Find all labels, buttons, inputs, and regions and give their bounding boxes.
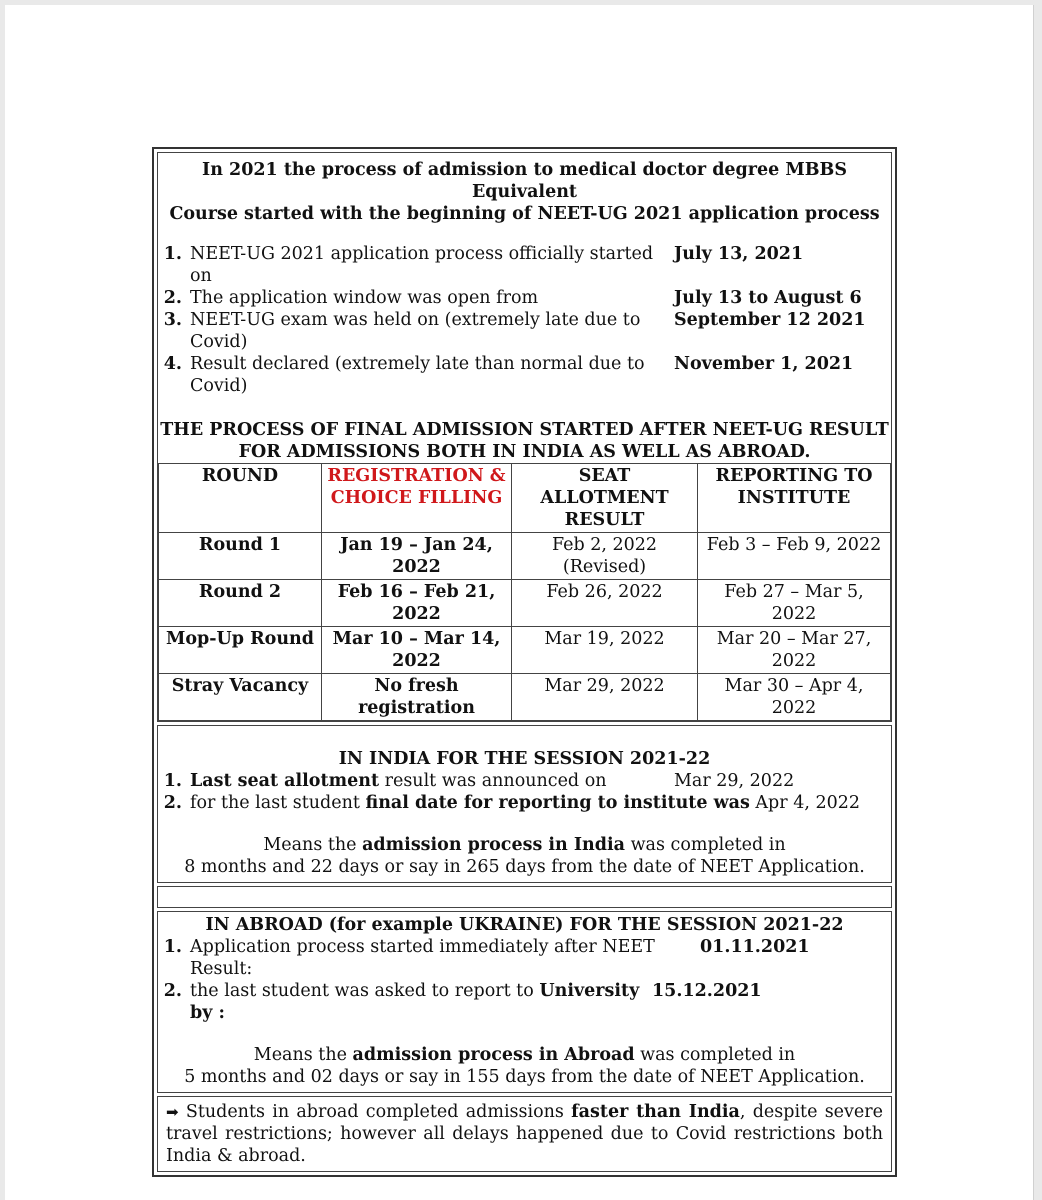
list-text-pre: for the last student [190, 793, 366, 813]
process-heading-line1: THE PROCESS OF FINAL ADMISSION STARTED AFTER NEET-UG RESULT [160, 420, 889, 440]
list-number: 4. [163, 354, 182, 374]
list-text-pre: the last student was asked to report to [190, 981, 540, 1001]
cell-round: Round 2 [159, 580, 322, 627]
list-text-rest: result was announced on [379, 771, 607, 791]
cell-round: Round 1 [159, 533, 322, 580]
cell-seat [512, 533, 698, 580]
list-text [190, 980, 652, 1024]
cell-reporting [698, 533, 891, 580]
table-row [159, 627, 891, 674]
header-seat-line1: SEAT ALLOTMENT [540, 466, 669, 508]
cell-line: No fresh [374, 676, 459, 696]
cell-round: Stray Vacancy [159, 674, 322, 721]
header-report-line1: REPORTING TO [715, 466, 873, 486]
list-text [190, 770, 674, 792]
intro-heading-line1: In 2021 the process of admission to medical doctor degree MBBS Equivalent [202, 160, 847, 202]
list-number: 2. [163, 793, 182, 813]
document [152, 147, 897, 1177]
india-section [157, 725, 892, 883]
cell-reporting [698, 627, 891, 674]
summary-bold: admission process in India [362, 835, 625, 855]
cell-line: Feb 3 – Feb 9, 2022 [706, 535, 882, 555]
list-text-bold: University by : [190, 981, 640, 1023]
list-number: 2. [163, 981, 182, 1001]
list-number: 1. [163, 771, 182, 791]
cell-line: Mar 29, 2022 [544, 676, 665, 696]
list-item [158, 287, 891, 309]
abroad-list [158, 936, 891, 1024]
cell-line: Feb 27 – Mar 5, 2022 [724, 582, 864, 624]
india-title: IN INDIA FOR THE SESSION 2021-22 [338, 749, 711, 769]
abroad-title: IN ABROAD (for example UKRAINE) FOR THE SESSION 2021-22 [205, 915, 844, 935]
divider-row [157, 886, 892, 908]
summary-pre: Means the [263, 835, 363, 855]
abroad-summary-line2: 5 months and 02 days or say in 155 days from the date of NEET Application. [184, 1067, 865, 1087]
list-value: Apr 4, 2022 [749, 793, 860, 813]
list-value: July 13, 2021 [674, 244, 804, 264]
timeline-list [158, 243, 891, 397]
process-heading [158, 419, 891, 463]
list-number: 1. [163, 244, 182, 264]
cell-line: Mar 10 – Mar 14, [332, 629, 501, 649]
header-round: ROUND [159, 464, 322, 533]
list-text-bold: final date for reporting to institute was [365, 793, 750, 813]
cell-reporting [698, 580, 891, 627]
header-seat-allotment [512, 464, 698, 533]
list-item [158, 792, 891, 814]
abroad-summary-line1 [158, 1044, 891, 1066]
abroad-section [157, 911, 892, 1093]
list-text: Application process started immediately after NEET Result: [190, 937, 655, 979]
cell-line: Feb 26, 2022 [546, 582, 663, 602]
cell-registration [322, 627, 512, 674]
cell-seat [512, 580, 698, 627]
summary-bold: admission process in Abroad [352, 1045, 635, 1065]
conclusion-bold: faster than India [571, 1102, 740, 1122]
intro-heading-line2: Course started with the beginning of NEET-UG 2021 application process [169, 204, 880, 224]
header-registration-line2: CHOICE FILLING [330, 488, 503, 508]
conclusion [157, 1096, 892, 1172]
cell-line: Mar 30 – Apr 4, 2022 [724, 676, 864, 718]
summary-post: was completed in [625, 835, 786, 855]
cell-line: registration [358, 698, 475, 718]
list-item [158, 936, 891, 980]
cell-seat [512, 674, 698, 721]
cell-line: (Revised) [562, 557, 647, 577]
list-item [158, 980, 891, 1024]
process-heading-line2: FOR ADMISSIONS BOTH IN INDIA AS WELL AS ABROAD. [238, 442, 811, 462]
arrow-right-icon: ➡ [166, 1103, 179, 1121]
summary-post: was completed in [634, 1045, 796, 1065]
header-seat-line2: RESULT [564, 510, 645, 530]
list-number: 3. [163, 310, 182, 330]
cell-round: Mop-Up Round [159, 627, 322, 674]
list-text: NEET-UG 2021 application process officially started on [190, 244, 654, 286]
abroad-summary [158, 1044, 891, 1092]
header-registration [322, 464, 512, 533]
cell-seat [512, 627, 698, 674]
india-summary-line2: 8 months and 22 days or say in 265 days from the date of NEET Application. [184, 857, 865, 877]
list-text: Result declared (extremely late than normal due to Covid) [190, 354, 645, 396]
list-value: 01.11.2021 [700, 937, 810, 957]
list-item [158, 353, 891, 397]
cell-registration [322, 533, 512, 580]
list-value: Mar 29, 2022 [674, 771, 795, 791]
india-list [158, 770, 891, 814]
list-text-bold: Last seat allotment [190, 771, 380, 791]
list-value: September 12 2021 [674, 310, 866, 330]
conclusion-post: , despite severe travel restrictions; however all delays happened due to Covid restrictions both India & abroad. [166, 1102, 883, 1166]
cell-line: Feb 16 – Feb 21, [337, 582, 496, 602]
cell-line: 2022 [392, 651, 441, 671]
list-text [190, 792, 860, 814]
india-summary-line1 [158, 834, 891, 856]
cell-line: Mar 19, 2022 [544, 629, 665, 649]
table-header-row [159, 464, 891, 533]
list-value: 15.12.2021 [652, 981, 762, 1001]
india-summary [158, 834, 891, 882]
list-number: 1. [163, 937, 182, 957]
cell-line: Jan 19 – Jan 24, [340, 535, 493, 555]
cell-line: 2022 [392, 557, 441, 577]
cell-registration [322, 580, 512, 627]
cell-registration [322, 674, 512, 721]
list-value: July 13 to August 6 [674, 288, 862, 308]
list-item [158, 770, 891, 792]
list-value: November 1, 2021 [674, 354, 854, 374]
list-item [158, 243, 891, 287]
list-item [158, 309, 891, 353]
list-text: NEET-UG exam was held on (extremely late due to Covid) [190, 310, 641, 352]
table-row [159, 674, 891, 721]
summary-pre: Means the [253, 1045, 353, 1065]
intro-heading [158, 153, 891, 225]
rounds-table [158, 463, 891, 721]
cell-line: 2022 [771, 651, 817, 671]
header-report-line2: INSTITUTE [737, 488, 851, 508]
list-text: The application window was open from [190, 288, 539, 308]
cell-line: Mar 20 – Mar 27, [716, 629, 872, 649]
header-reporting [698, 464, 891, 533]
table-row [159, 533, 891, 580]
header-registration-line1: REGISTRATION & [327, 466, 506, 486]
page [5, 5, 1034, 1200]
conclusion-pre: Students in abroad completed admissions [178, 1102, 572, 1122]
cell-line: Feb 2, 2022 [551, 535, 658, 555]
cell-reporting [698, 674, 891, 721]
intro-section [157, 152, 892, 722]
table-row [159, 580, 891, 627]
list-number: 2. [163, 288, 182, 308]
cell-line: 2022 [392, 604, 441, 624]
